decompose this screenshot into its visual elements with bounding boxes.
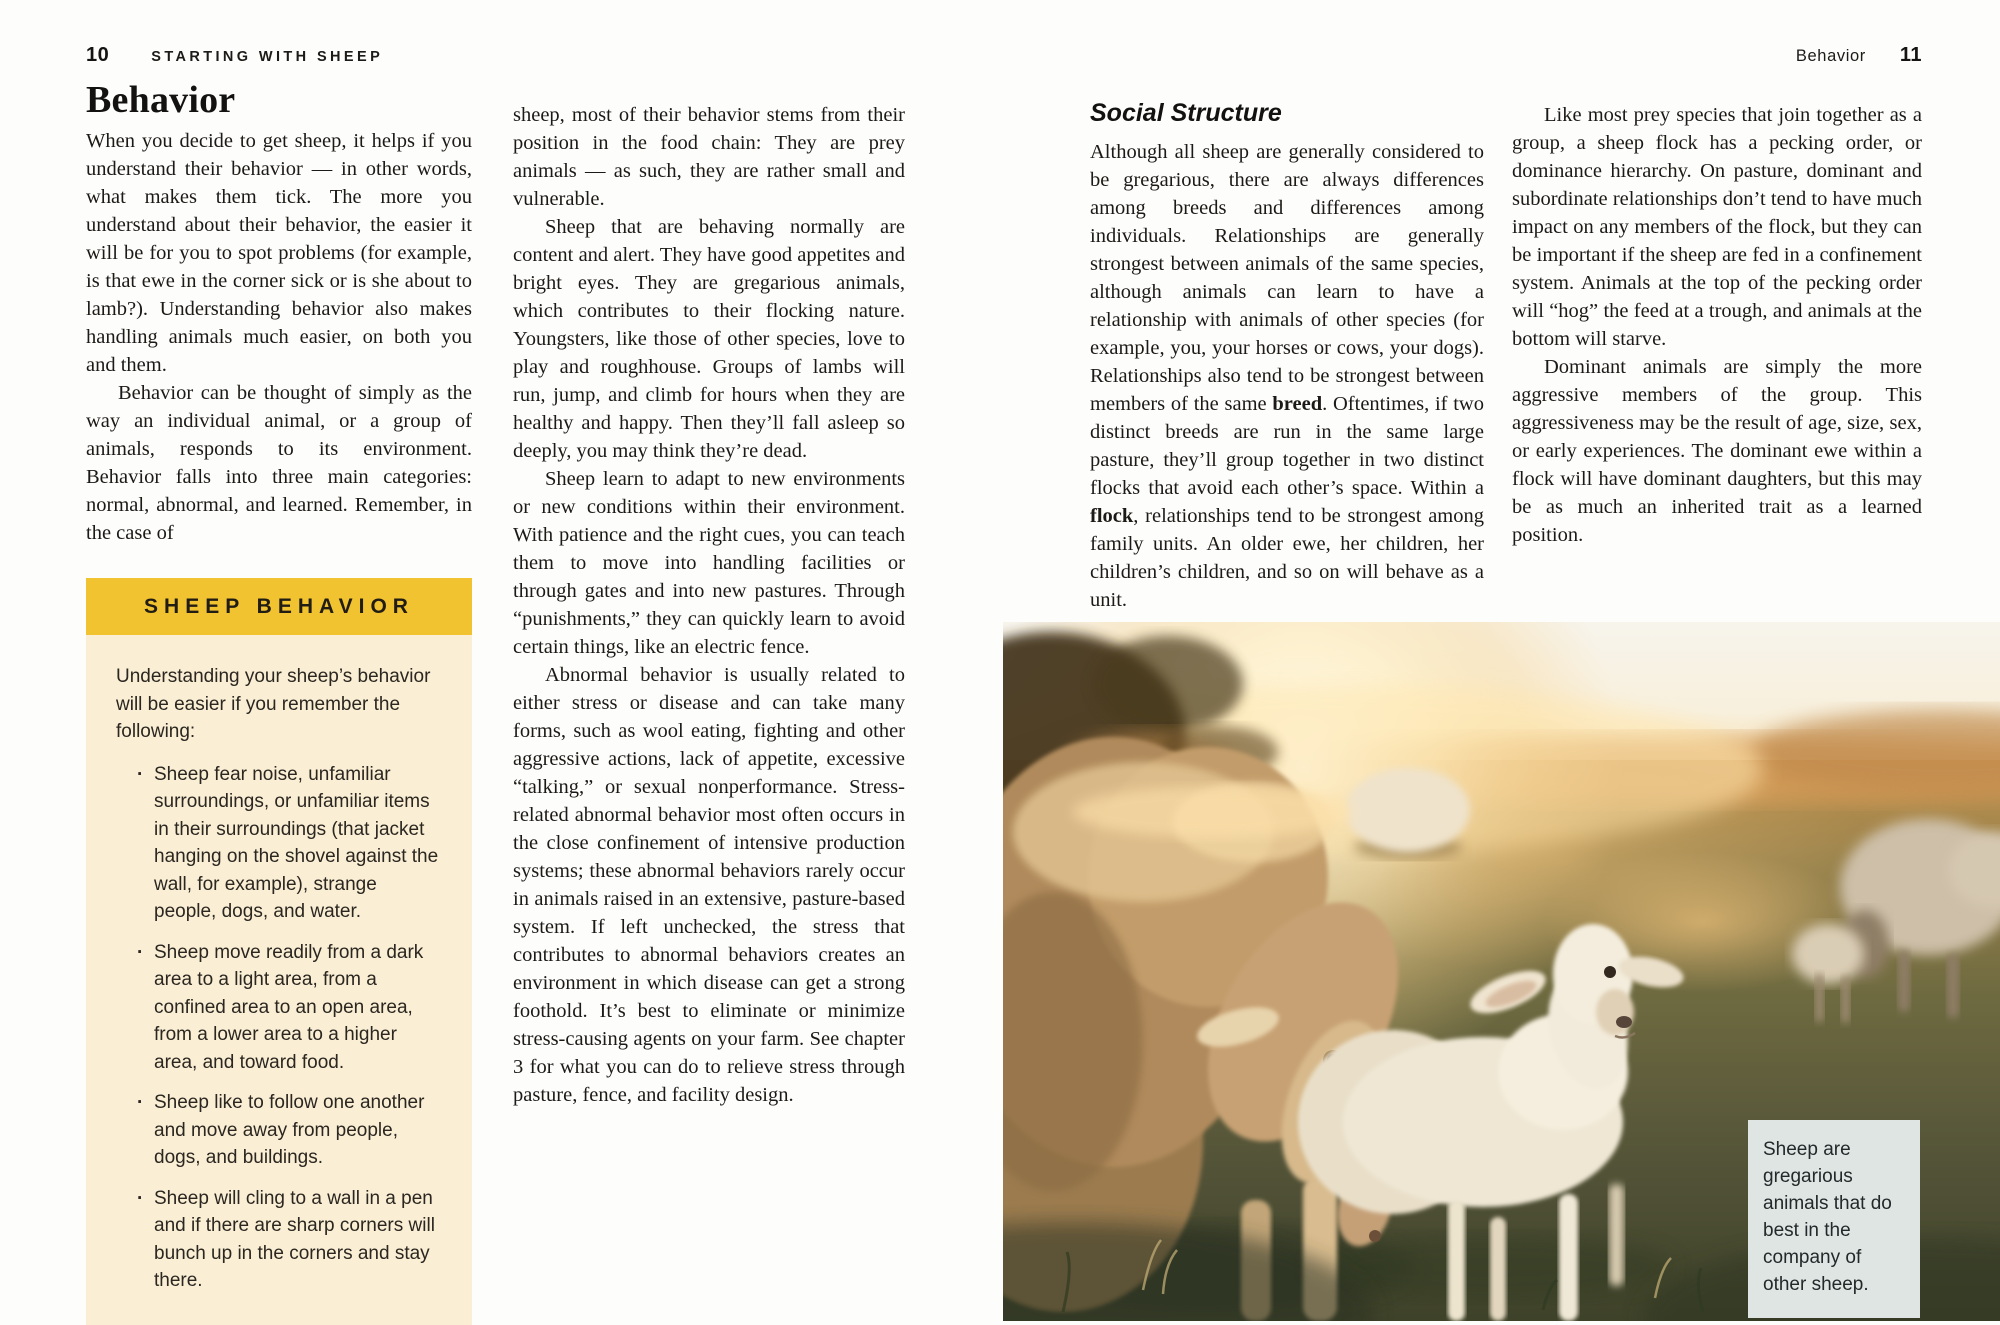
running-head-left: [86, 44, 383, 67]
left-page-column-2: [513, 101, 905, 1109]
right-page-column-1: [1090, 99, 1484, 614]
running-head-right-title: Behavior: [1795, 47, 1866, 65]
sidebar-body: [86, 635, 472, 1325]
sheep-pasture-photo: [1003, 622, 2000, 1321]
sheep-behavior-sidebar: [86, 578, 472, 1325]
page-number-right: 11: [1899, 44, 1922, 66]
paragraph: Abnormal behavior is usually related to either stress or disease and can take many forms, such as wool eating, fighting and other aggressive actions, lack of appetite, excessive “talking,” or sexual nonperformance. Stress-related abnormal behavior most often occurs in the close confinement of intensive production systems; these abnormal behaviors rarely occur in animals raised in an extensive, pasture-based system. If left unchecked, the stress that contributes to abnormal behaviors creates an environment in which disease can get a strong foothold. It’s best to eliminate or minimize stress-causing agents on your farm. See chapter 3 for what you can do to relieve stress through pasture, fence, and facility design.: [513, 664, 905, 1106]
right-page-column-2: [1512, 101, 1922, 549]
photo-caption: Sheep are gregarious animals that do best in the company of other sheep.: [1748, 1120, 1920, 1318]
sidebar-bullet-item: · Sheep move readily from a dark area to a light area, from a confined area to an open area, from a lower area to a higher area, and toward food.: [154, 939, 442, 1077]
sidebar-bullet-item: · Sheep will cling to a wall in a pen and if there are sharp corners will bunch up in the corners and stay there.: [154, 1185, 442, 1295]
page-number-left: 10: [86, 44, 110, 66]
sidebar-intro: Understanding your sheep’s behavior will be easier if you remember the following:: [116, 666, 431, 742]
paragraph: Behavior can be thought of simply as the way an individual animal, or a group of animals, responds to its environment. Behavior falls into three main categories: normal, abnormal, and learned. Remember, in the case of: [86, 382, 472, 544]
left-column-1-text: [86, 127, 472, 547]
paragraph: Dominant animals are simply the more aggressive members of the group. This aggressiveness may be the result of age, size, sex, or early experiences. The dominant ewe within a flock will have dominant daughters, but this may be as much an inherited trait as a learned position.: [1512, 356, 1922, 546]
paragraph: sheep, most of their behavior stems from their position in the food chain: They are prey animals — as such, they are rather small and vulnerable.: [513, 104, 905, 210]
paragraph: Sheep learn to adapt to new environments or new conditions within their environment. With patience and the right cues, you can teach them to move into handling facilities or through gates and into new pastures. Through “punishments,” they can quickly learn to avoid certain things, like an electric fence.: [513, 468, 905, 658]
chapter-heading: Behavior: [86, 79, 236, 121]
sidebar-bullet-item: · Sheep like to follow one another and move away from people, dogs, and buildings.: [154, 1089, 442, 1172]
running-head-left-title: STARTING WITH SHEEP: [151, 49, 384, 65]
running-head-right: [1796, 44, 1922, 67]
sidebar-title: SHEEP BEHAVIOR: [86, 578, 472, 635]
sidebar-bullet-item: · Sheep fear noise, unfamiliar surroundings, or unfamiliar items in their surroundings (that jacket hanging on the shovel against the wall, for example), strange people, dogs, and water.: [154, 761, 442, 926]
paragraph: Sheep that are behaving normally are content and alert. They have good appetites and bright eyes. They are gregarious animals, which contributes to their flocking nature. Youngsters, like those of other species, love to play and roughhouse. Groups of lambs will run, jump, and climb for hours when they are healthy and happy. Then they’ll fall asleep so deeply, you may think they’re dead.: [513, 216, 905, 462]
sidebar-bullet-list: [116, 761, 442, 1295]
left-page-column-1: [86, 79, 472, 547]
right-column-1-text: [1090, 138, 1484, 614]
section-heading: Social Structure: [1090, 99, 1282, 127]
paragraph: Like most prey species that join together as a group, a sheep flock has a pecking order, or dominance hierarchy. On pasture, dominant and subordinate relationships don’t tend to have much impact on any members of the flock, but they can be important if the sheep are fed in a confinement system. Animals at the top of the pecking order will “hog” the feed at a trough, and animals at the bottom will starve.: [1512, 104, 1922, 350]
paragraph: When you decide to get sheep, it helps if you understand their behavior — in other words, what makes them tick. The more you understand about their behavior, the easier it will be for you to spot problems (for example, is that ewe in the corner sick or is she about to lamb?). Understanding behavior also makes handling animals much easier, on both you and them.: [86, 130, 472, 376]
paragraph: Although all sheep are generally considered to be gregarious, there are always differences among breeds and differences among individuals. Relationships are generally strongest between animals of the same species, although animals can learn to have a relationship with animals of other species (for example, you, your horses or cows, your dogs). Relationships also tend to be strongest between members of the same breed. Oftentimes, if two distinct breeds are run in the same large pasture, they’ll group together in two distinct flocks that avoid each other’s space. Within a flock, relationships tend to be strongest among family units. An older ewe, her children, her children’s children, and so on will behave as a unit.: [1090, 141, 1484, 611]
